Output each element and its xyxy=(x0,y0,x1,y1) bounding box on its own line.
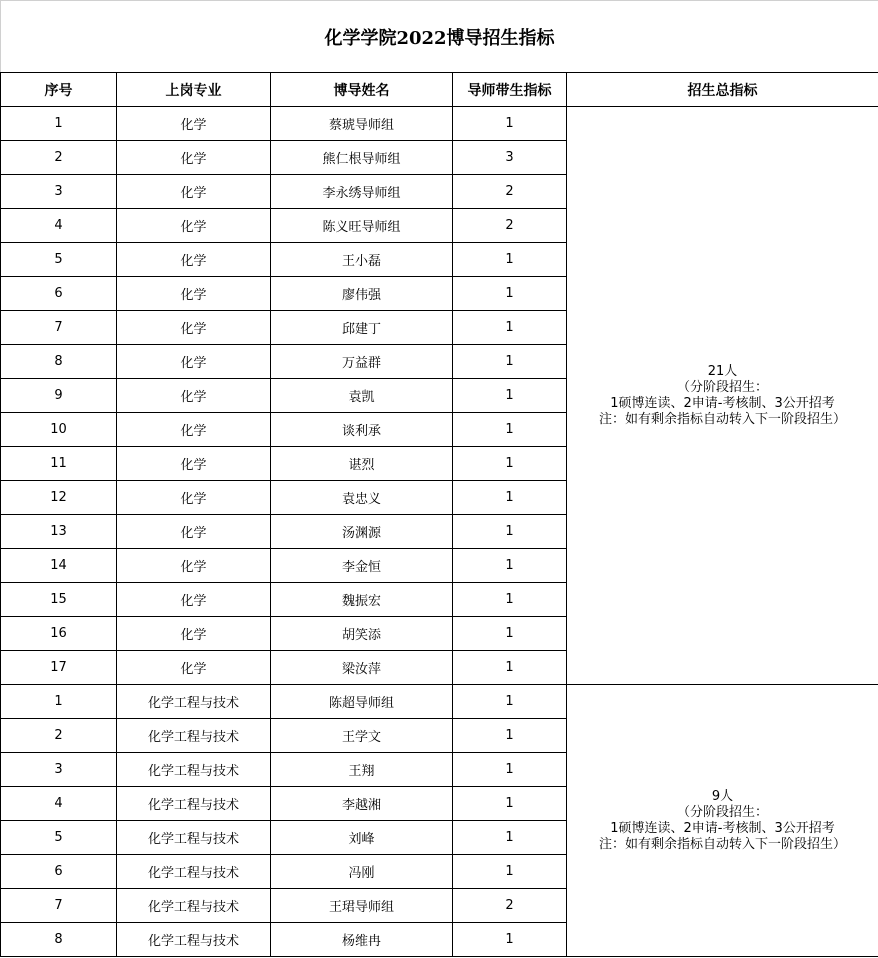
row-quota: 1 xyxy=(453,753,567,787)
table-row xyxy=(1,107,878,141)
row-major: 化学 xyxy=(117,243,271,277)
row-quota: 1 xyxy=(453,413,567,447)
row-name: 谈利承 xyxy=(271,413,453,447)
total-line: 注：如有剩余指标自动转入下一阶段招生） xyxy=(599,836,847,852)
row-major: 化学工程与技术 xyxy=(117,821,271,855)
header-name: 博导姓名 xyxy=(271,73,453,107)
row-quota: 1 xyxy=(453,311,567,345)
row-major: 化学 xyxy=(117,311,271,345)
row-no: 8 xyxy=(1,345,117,379)
row-quota: 1 xyxy=(453,923,567,957)
table-row xyxy=(1,685,878,719)
row-no: 2 xyxy=(1,719,117,753)
row-major: 化学 xyxy=(117,107,271,141)
row-quota: 1 xyxy=(453,583,567,617)
row-name: 刘峰 xyxy=(271,821,453,855)
row-quota: 1 xyxy=(453,787,567,821)
row-no: 17 xyxy=(1,651,117,685)
total-line: （分阶段招生： xyxy=(677,804,769,820)
row-name: 邱建丁 xyxy=(271,311,453,345)
row-no: 7 xyxy=(1,311,117,345)
group-total-cell xyxy=(567,685,878,957)
row-major: 化学 xyxy=(117,141,271,175)
row-no: 1 xyxy=(1,107,117,141)
total-line: 1硕博连读、2申请-考核制、3公开招考 xyxy=(610,395,835,411)
row-major: 化学工程与技术 xyxy=(117,685,271,719)
row-no: 6 xyxy=(1,855,117,889)
row-name: 李金恒 xyxy=(271,549,453,583)
row-name: 袁凯 xyxy=(271,379,453,413)
row-no: 4 xyxy=(1,209,117,243)
row-major: 化学 xyxy=(117,549,271,583)
row-name: 李永绣导师组 xyxy=(271,175,453,209)
row-name: 胡笑添 xyxy=(271,617,453,651)
row-major: 化学 xyxy=(117,515,271,549)
row-major: 化学 xyxy=(117,651,271,685)
row-major: 化学 xyxy=(117,175,271,209)
row-name: 袁忠义 xyxy=(271,481,453,515)
row-quota: 1 xyxy=(453,651,567,685)
row-name: 冯刚 xyxy=(271,855,453,889)
row-major: 化学 xyxy=(117,481,271,515)
row-quota: 1 xyxy=(453,243,567,277)
title-row xyxy=(1,1,878,73)
row-major: 化学工程与技术 xyxy=(117,855,271,889)
row-name: 梁汝萍 xyxy=(271,651,453,685)
row-no: 15 xyxy=(1,583,117,617)
row-name: 王翔 xyxy=(271,753,453,787)
row-quota: 1 xyxy=(453,549,567,583)
row-quota: 1 xyxy=(453,447,567,481)
row-major: 化学工程与技术 xyxy=(117,923,271,957)
row-no: 11 xyxy=(1,447,117,481)
row-quota: 1 xyxy=(453,277,567,311)
row-no: 4 xyxy=(1,787,117,821)
row-quota: 1 xyxy=(453,345,567,379)
row-major: 化学 xyxy=(117,277,271,311)
row-name: 熊仁根导师组 xyxy=(271,141,453,175)
group-total-cell xyxy=(567,107,878,685)
row-no: 3 xyxy=(1,753,117,787)
row-major: 化学 xyxy=(117,583,271,617)
row-quota: 1 xyxy=(453,685,567,719)
row-quota: 1 xyxy=(453,107,567,141)
row-major: 化学工程与技术 xyxy=(117,889,271,923)
row-no: 1 xyxy=(1,685,117,719)
header-row xyxy=(1,73,878,107)
row-no: 10 xyxy=(1,413,117,447)
row-major: 化学 xyxy=(117,379,271,413)
row-quota: 1 xyxy=(453,515,567,549)
row-major: 化学 xyxy=(117,447,271,481)
row-name: 魏振宏 xyxy=(271,583,453,617)
total-line: 21人 xyxy=(707,363,738,379)
row-no: 2 xyxy=(1,141,117,175)
row-major: 化学工程与技术 xyxy=(117,753,271,787)
row-no: 5 xyxy=(1,243,117,277)
total-line: （分阶段招生： xyxy=(677,379,769,395)
row-quota: 1 xyxy=(453,481,567,515)
page-title: 化学学院2022博导招生指标 xyxy=(1,1,878,73)
row-no: 6 xyxy=(1,277,117,311)
row-major: 化学 xyxy=(117,617,271,651)
row-no: 8 xyxy=(1,923,117,957)
row-quota: 1 xyxy=(453,617,567,651)
row-quota: 1 xyxy=(453,379,567,413)
row-quota: 1 xyxy=(453,821,567,855)
row-quota: 3 xyxy=(453,141,567,175)
row-quota: 1 xyxy=(453,855,567,889)
row-no: 16 xyxy=(1,617,117,651)
row-name: 杨维冉 xyxy=(271,923,453,957)
total-line: 1硕博连读、2申请-考核制、3公开招考 xyxy=(610,820,835,836)
row-quota: 2 xyxy=(453,175,567,209)
row-no: 9 xyxy=(1,379,117,413)
row-major: 化学 xyxy=(117,209,271,243)
table-body xyxy=(1,107,878,957)
row-name: 陈超导师组 xyxy=(271,685,453,719)
header-quota: 导师带生指标 xyxy=(453,73,567,107)
row-name: 王珺导师组 xyxy=(271,889,453,923)
row-name: 汤渊源 xyxy=(271,515,453,549)
row-no: 14 xyxy=(1,549,117,583)
total-line: 注：如有剩余指标自动转入下一阶段招生） xyxy=(599,411,847,427)
header-total: 招生总指标 xyxy=(567,73,878,107)
row-no: 13 xyxy=(1,515,117,549)
total-line: 9人 xyxy=(711,788,734,804)
row-name: 廖伟强 xyxy=(271,277,453,311)
row-major: 化学 xyxy=(117,345,271,379)
row-quota: 2 xyxy=(453,209,567,243)
header-no: 序号 xyxy=(1,73,117,107)
row-major: 化学 xyxy=(117,413,271,447)
row-major: 化学工程与技术 xyxy=(117,719,271,753)
row-name: 王小磊 xyxy=(271,243,453,277)
row-name: 万益群 xyxy=(271,345,453,379)
row-name: 陈义旺导师组 xyxy=(271,209,453,243)
row-major: 化学工程与技术 xyxy=(117,787,271,821)
row-name: 蔡琥导师组 xyxy=(271,107,453,141)
row-no: 12 xyxy=(1,481,117,515)
row-no: 3 xyxy=(1,175,117,209)
row-name: 谌烈 xyxy=(271,447,453,481)
row-quota: 2 xyxy=(453,889,567,923)
row-name: 王学文 xyxy=(271,719,453,753)
row-name: 李越湘 xyxy=(271,787,453,821)
row-no: 7 xyxy=(1,889,117,923)
row-no: 5 xyxy=(1,821,117,855)
header-major: 上岗专业 xyxy=(117,73,271,107)
row-quota: 1 xyxy=(453,719,567,753)
